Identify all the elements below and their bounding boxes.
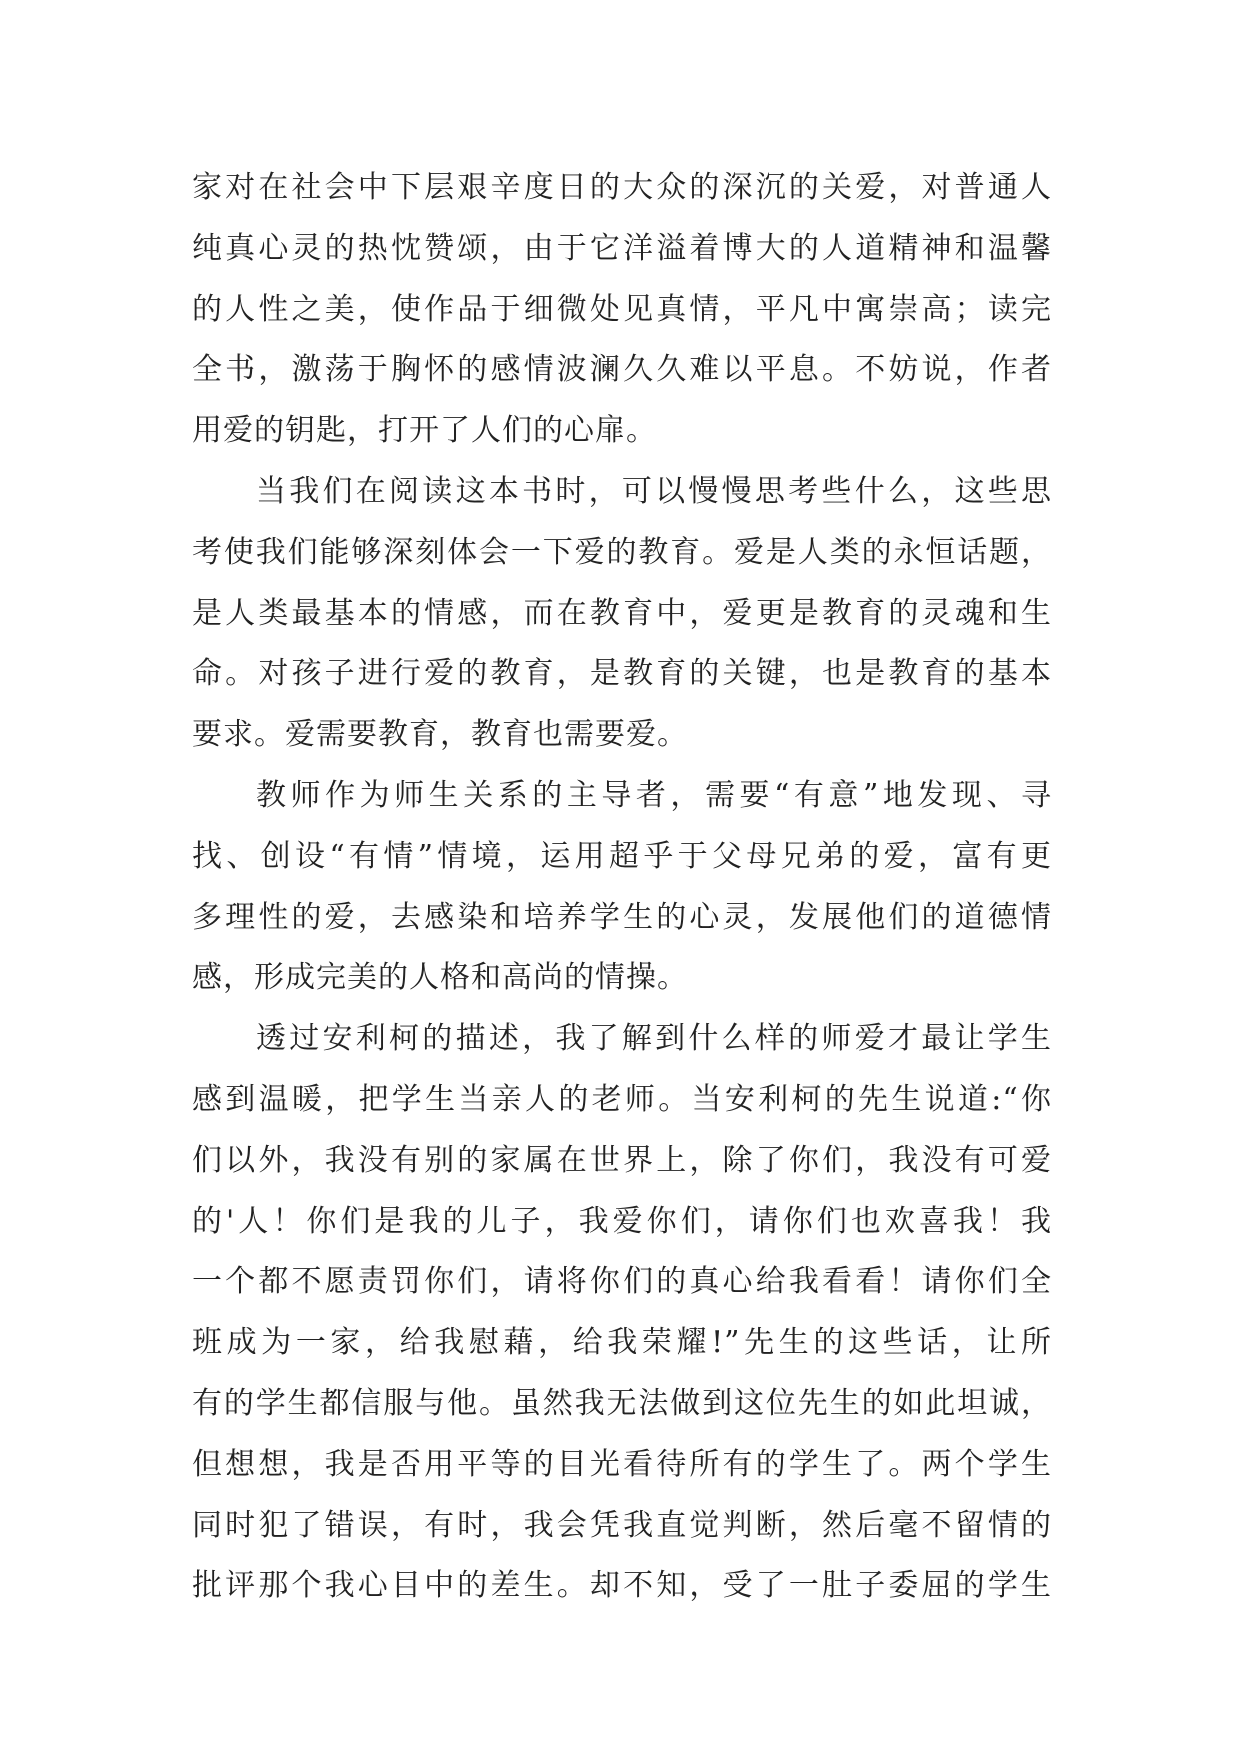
text-line: 纯真心灵的热忱赞颂，由于它洋溢着博大的人道精神和温馨 bbox=[192, 230, 1052, 266]
text-line: 批评那个我心目中的差生。却不知，受了一肚子委屈的学生 bbox=[192, 1568, 1052, 1604]
text-line: 家对在社会中下层艰辛度日的大众的深沉的关爱，对普通人 bbox=[192, 170, 1052, 205]
text-line: 用爱的钥匙，打开了人们的心扉。 bbox=[192, 413, 657, 449]
document-page bbox=[192, 158, 1052, 1617]
text-line: 找、创设“有情”情境，运用超乎于父母兄弟的爱，富有更 bbox=[192, 838, 1052, 874]
text-line: 教师作为师生关系的主导者，需要“有意”地发现、寻 bbox=[256, 777, 1052, 813]
text-line: 当我们在阅读这本书时，可以慢慢思考些什么，这些思 bbox=[256, 473, 1052, 509]
text-line: 是人类最基本的情感，而在教育中，爱更是教育的灵魂和生 bbox=[192, 595, 1052, 631]
text-line: 班成为一家，给我慰藉，给我荣耀!”先生的这些话，让所 bbox=[192, 1325, 1052, 1361]
text-line: 的人性之美，使作品于细微处见真情，平凡中寓崇高；读完 bbox=[192, 291, 1052, 327]
text-line: 要求。爱需要教育，教育也需要爱。 bbox=[192, 717, 688, 753]
text-line: 但想想，我是否用平等的目光看待所有的学生了。两个学生 bbox=[192, 1446, 1052, 1482]
text-line: 透过安利柯的描述，我了解到什么样的师爱才最让学生 bbox=[256, 1021, 1052, 1057]
text-line: 多理性的爱，去感染和培养学生的心灵，发展他们的道德情 bbox=[192, 899, 1052, 935]
text-line: 命。对孩子进行爱的教育，是教育的关键，也是教育的基本 bbox=[192, 656, 1052, 692]
text-line: 一个都不愿责罚你们，请将你们的真心给我看看！请你们全 bbox=[192, 1264, 1052, 1300]
text-line: 感到温暖，把学生当亲人的老师。当安利柯的先生说道:“你 bbox=[192, 1081, 1052, 1117]
text-line: 全书，激荡于胸怀的感情波澜久久难以平息。不妨说，作者 bbox=[192, 352, 1052, 388]
text-line: 考使我们能够深刻体会一下爱的教育。爱是人类的永恒话题， bbox=[192, 534, 1052, 570]
text-line: 感，形成完美的人格和高尚的情操。 bbox=[192, 960, 688, 996]
text-line: 有的学生都信服与他。虽然我无法做到这位先生的如此坦诚， bbox=[192, 1385, 1052, 1421]
text-line: 的'人！你们是我的儿子，我爱你们，请你们也欢喜我！我 bbox=[192, 1203, 1052, 1239]
text-line: 同时犯了错误，有时，我会凭我直觉判断，然后毫不留情的 bbox=[192, 1507, 1052, 1543]
text-line: 们以外，我没有别的家属在世界上，除了你们，我没有可爱 bbox=[192, 1142, 1052, 1178]
